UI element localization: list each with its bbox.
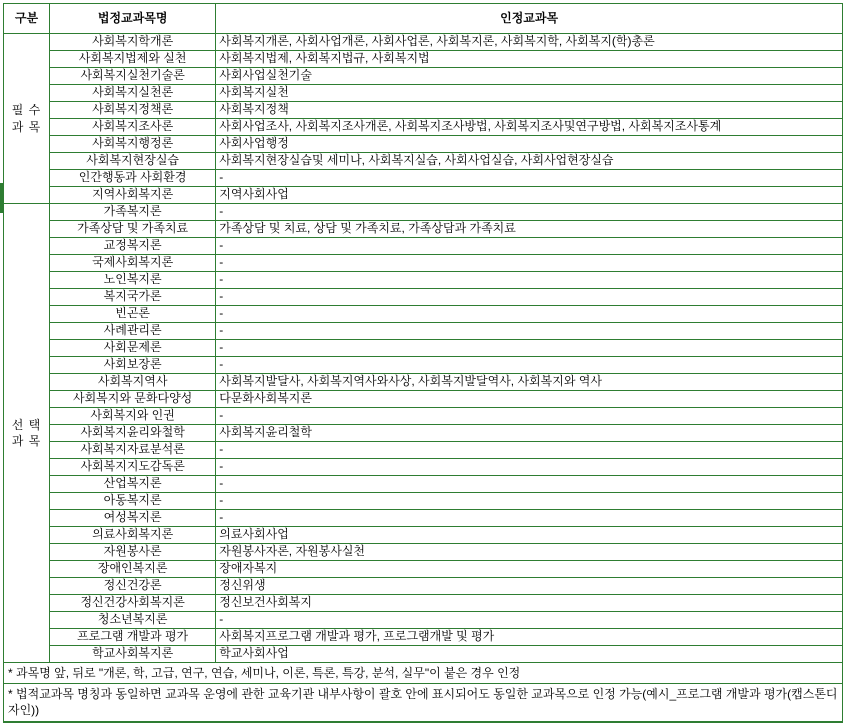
recognized-subject-cell: -: [216, 170, 843, 187]
table-header-row: [4, 4, 843, 34]
column-header-legal-subject: 법정교과목명: [50, 4, 216, 34]
legal-subject-cell: 교정복지론: [50, 238, 216, 255]
legal-subject-cell: 사회복지조사론: [50, 119, 216, 136]
legal-subject-cell: 사례관리론: [50, 323, 216, 340]
recognized-subject-cell: -: [216, 272, 843, 289]
table-row: [4, 442, 843, 459]
table-row: [4, 272, 843, 289]
table-row: [4, 340, 843, 357]
table-row: [4, 561, 843, 578]
table-row: [4, 374, 843, 391]
recognized-subject-cell: -: [216, 408, 843, 425]
recognized-subject-cell: 자원봉사자론, 자원봉사실천: [216, 544, 843, 561]
table-row: [4, 459, 843, 476]
table-row: [4, 323, 843, 340]
table-row: [4, 544, 843, 561]
table-row: [4, 612, 843, 629]
table-row: [4, 306, 843, 323]
legal-subject-cell: 사회복지실천론: [50, 85, 216, 102]
recognized-subject-cell: 사회복지현장실습및 세미나, 사회복지실습, 사회사업실습, 사회사업현장실습: [216, 153, 843, 170]
recognized-subject-cell: 학교사회사업: [216, 646, 843, 663]
recognized-subject-cell: 사회사업조사, 사회복지조사개론, 사회복지조사방법, 사회복지조사및연구방법, 사회복지조사통계: [216, 119, 843, 136]
legal-subject-cell: 가족복지론: [50, 204, 216, 221]
recognized-subject-cell: -: [216, 357, 843, 374]
legal-subject-cell: 자원봉사론: [50, 544, 216, 561]
recognized-subject-cell: 사회복지정책: [216, 102, 843, 119]
table-row: [4, 578, 843, 595]
legal-subject-cell: 사회복지지도감독론: [50, 459, 216, 476]
legal-subject-cell: 정신건강사회복지론: [50, 595, 216, 612]
table-row: [4, 68, 843, 85]
table-row: [4, 646, 843, 663]
recognized-subject-cell: -: [216, 340, 843, 357]
legal-subject-cell: 사회복지와 인권: [50, 408, 216, 425]
table-row: [4, 476, 843, 493]
legal-subject-cell: 복지국가론: [50, 289, 216, 306]
recognized-subject-cell: -: [216, 238, 843, 255]
legal-subject-cell: 사회복지역사: [50, 374, 216, 391]
recognized-subject-cell: -: [216, 306, 843, 323]
legal-subject-cell: 국제사회복지론: [50, 255, 216, 272]
table-row: [4, 119, 843, 136]
table-row: [4, 102, 843, 119]
legal-subject-cell: 아동복지론: [50, 493, 216, 510]
recognized-subject-cell: -: [216, 612, 843, 629]
recognized-subject-cell: -: [216, 442, 843, 459]
legal-subject-cell: 여성복지론: [50, 510, 216, 527]
legal-subject-cell: 사회복지자료분석론: [50, 442, 216, 459]
legal-subject-cell: 노인복지론: [50, 272, 216, 289]
legal-subject-cell: 청소년복지론: [50, 612, 216, 629]
table-row: [4, 34, 843, 51]
recognized-subject-cell: 사회복지법제, 사회복지법규, 사회복지법: [216, 51, 843, 68]
recognized-subject-cell: -: [216, 493, 843, 510]
legal-subject-cell: 학교사회복지론: [50, 646, 216, 663]
legal-subject-cell: 사회복지법제와 실천: [50, 51, 216, 68]
legal-subject-cell: 인간행동과 사회환경: [50, 170, 216, 187]
recognized-subject-cell: -: [216, 323, 843, 340]
legal-subject-cell: 프로그램 개발과 평가: [50, 629, 216, 646]
recognized-subject-cell: -: [216, 204, 843, 221]
table-row: [4, 629, 843, 646]
legal-subject-cell: 지역사회복지론: [50, 187, 216, 204]
table-row: [4, 289, 843, 306]
recognized-subject-cell: 정신보건사회복지: [216, 595, 843, 612]
table-row: [4, 153, 843, 170]
table-row: [4, 187, 843, 204]
legal-subject-cell: 정신건강론: [50, 578, 216, 595]
recognized-subject-cell: 사회사업실천기술: [216, 68, 843, 85]
legal-subject-cell: 사회복지와 문화다양성: [50, 391, 216, 408]
table-body: [4, 34, 843, 663]
recognized-subject-cell: 의료사회사업: [216, 527, 843, 544]
table-row: [4, 493, 843, 510]
group-label: 선 택 과 목: [11, 417, 42, 448]
table-row: [4, 357, 843, 374]
group-label-cell: [4, 204, 50, 663]
table-row: [4, 221, 843, 238]
legal-subject-cell: 사회복지현장실습: [50, 153, 216, 170]
table-row: [4, 408, 843, 425]
left-edge-marker: [0, 183, 3, 213]
recognized-subject-cell: 지역사회사업: [216, 187, 843, 204]
recognized-subject-cell: -: [216, 476, 843, 493]
notes-block: [3, 663, 843, 723]
recognized-subject-cell: -: [216, 510, 843, 527]
legal-subject-cell: 가족상담 및 가족치료: [50, 221, 216, 238]
legal-subject-cell: 사회보장론: [50, 357, 216, 374]
table-row: [4, 170, 843, 187]
column-header-division: 구분: [4, 4, 50, 34]
group-label-cell: [4, 34, 50, 204]
recognized-subject-cell: 다문화사회복지론: [216, 391, 843, 408]
recognized-subject-cell: 가족상담 및 치료, 상담 및 가족치료, 가족상담과 가족치료: [216, 221, 843, 238]
table-row: [4, 51, 843, 68]
table-row: [4, 425, 843, 442]
table-row: [4, 527, 843, 544]
legal-subject-cell: 사회복지윤리와철학: [50, 425, 216, 442]
table-row: [4, 595, 843, 612]
table-row: [4, 238, 843, 255]
legal-subject-cell: 사회복지실천기술론: [50, 68, 216, 85]
course-recognition-sheet: [0, 3, 846, 718]
recognized-subject-cell: 사회복지실천: [216, 85, 843, 102]
recognized-subject-cell: 사회복지윤리철학: [216, 425, 843, 442]
note-item: * 법적교과목 명칭과 동일하면 교과목 운영에 관한 교육기관 내부사항이 괄호 안에 표시되어도 동일한 교과목으로 인정 가능(예시_프로그램 개발과 평가(캡스톤디자인)): [4, 684, 842, 721]
table-row: [4, 255, 843, 272]
legal-subject-cell: 산업복지론: [50, 476, 216, 493]
recognized-subject-cell: 사회복지프로그램 개발과 평가, 프로그램개발 및 평가: [216, 629, 843, 646]
legal-subject-cell: 사회복지학개론: [50, 34, 216, 51]
legal-subject-cell: 사회복지정책론: [50, 102, 216, 119]
course-table: [3, 3, 843, 663]
recognized-subject-cell: 정신위생: [216, 578, 843, 595]
table-header: [4, 4, 843, 34]
note-item: * 과목명 앞, 뒤로 "개론, 학, 고급, 연구, 연습, 세미나, 이론, 특론, 특강, 분석, 실무"이 붙은 경우 인정: [4, 663, 842, 684]
recognized-subject-cell: 장애자복지: [216, 561, 843, 578]
table-row: [4, 510, 843, 527]
legal-subject-cell: 빈곤론: [50, 306, 216, 323]
group-label: 필 수 과 목: [11, 103, 42, 134]
table-row: [4, 85, 843, 102]
table-row: [4, 204, 843, 221]
legal-subject-cell: 사회복지행정론: [50, 136, 216, 153]
column-header-recognized-subject: 인정교과목: [216, 4, 843, 34]
recognized-subject-cell: 사회복지개론, 사회사업개론, 사회사업론, 사회복지론, 사회복지학, 사회복지(학)총론: [216, 34, 843, 51]
recognized-subject-cell: 사회사업행정: [216, 136, 843, 153]
legal-subject-cell: 사회문제론: [50, 340, 216, 357]
recognized-subject-cell: -: [216, 255, 843, 272]
table-row: [4, 391, 843, 408]
legal-subject-cell: 의료사회복지론: [50, 527, 216, 544]
recognized-subject-cell: 사회복지발달사, 사회복지역사와사상, 사회복지발달역사, 사회복지와 역사: [216, 374, 843, 391]
legal-subject-cell: 장애인복지론: [50, 561, 216, 578]
recognized-subject-cell: -: [216, 459, 843, 476]
recognized-subject-cell: -: [216, 289, 843, 306]
table-row: [4, 136, 843, 153]
